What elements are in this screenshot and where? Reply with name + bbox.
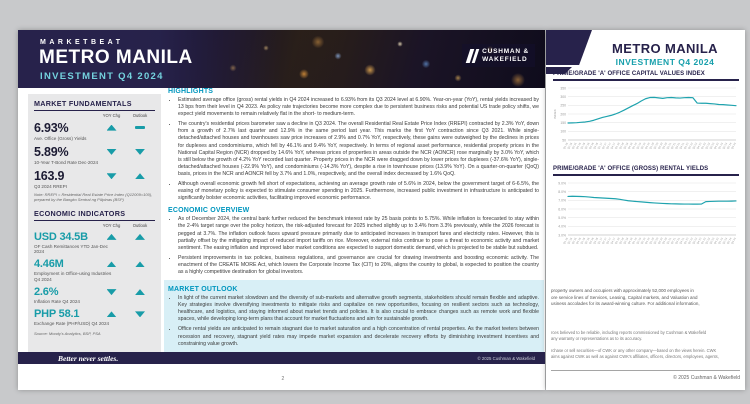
svg-text:Q1 23: Q1 23: [700, 141, 707, 150]
banner-title: METRO MANILA: [39, 47, 193, 68]
section-highlights: [168, 88, 539, 202]
svg-text:Q3 20: Q3 20: [657, 236, 664, 245]
report-page-1: [18, 30, 545, 390]
rental-yields-chart-heading: PRIME/GRADE 'A' OFFICE (GROSS) RENTAL YIELDS: [553, 166, 739, 176]
svg-text:5.0%: 5.0%: [558, 215, 566, 220]
capital-values-line-chart: [553, 82, 739, 168]
cw-logo-text: [482, 48, 529, 63]
svg-text:Q4 24: Q4 24: [730, 236, 737, 245]
banner-kicker: MARKETBEAT: [40, 39, 124, 46]
svg-text:Q2 23: Q2 23: [704, 141, 712, 150]
indicators-rows: [34, 231, 155, 327]
down-arrow-icon: [125, 149, 155, 155]
svg-text:INDEX: INDEX: [553, 108, 557, 119]
svg-text:Q2 18: Q2 18: [618, 236, 625, 245]
section-market-outlook: [164, 280, 544, 355]
bullet-item: • Estimated average office (gross) rental yields in Q4 2024 increased to 6.93% from its Q3 2024 level at 6.90%. Year-on-year (YoY), rental yields increased by 13 bps from their level in Q4 2023. As policy rate trajectories become more complex due to persistent business risks and potential US trade policy shifts, we expect yield movements to remain relatively flat in the short- to medium-term.: [178, 97, 539, 118]
svg-text:Q1 20: Q1 20: [648, 236, 656, 245]
up-arrow-icon: [98, 234, 125, 240]
stat-row: [34, 258, 155, 270]
svg-text:Q2 23: Q2 23: [704, 236, 712, 245]
up-arrow-icon: [125, 173, 155, 179]
svg-text:4.0%: 4.0%: [558, 224, 566, 229]
svg-text:Q4 20: Q4 20: [661, 236, 668, 245]
svg-text:Q2 15: Q2 15: [567, 236, 574, 245]
svg-text:Q3 17: Q3 17: [605, 141, 612, 150]
stat-value: 5.89%: [34, 144, 69, 159]
svg-text:Q4 16: Q4 16: [592, 236, 600, 245]
svg-text:Q4 21: Q4 21: [679, 141, 686, 150]
stat-label: Ave. Office (Gross) Yields: [34, 135, 87, 141]
svg-text:Q2 18: Q2 18: [618, 141, 625, 150]
cw-logo-bars-icon: [466, 49, 480, 63]
svg-text:Q1 22: Q1 22: [683, 236, 690, 245]
stat-value: 2.6%: [34, 286, 59, 299]
svg-text:Q3 15: Q3 15: [571, 236, 578, 245]
up-arrow-icon: [125, 234, 155, 240]
report-page-2: [546, 30, 745, 390]
svg-text:Q2 24: Q2 24: [722, 141, 729, 150]
svg-text:Q1 21: Q1 21: [666, 236, 673, 245]
page2-title: METRO MANILA: [612, 41, 718, 56]
banner-subtitle: INVESTMENT Q4 2024: [40, 71, 164, 82]
stats-sidebar: [28, 94, 161, 352]
svg-text:Q4 18: Q4 18: [627, 141, 634, 150]
svg-text:Q3 23: Q3 23: [709, 236, 716, 245]
svg-text:Q3 17: Q3 17: [605, 236, 612, 245]
svg-text:Q2 19: Q2 19: [635, 141, 643, 150]
svg-text:Q2 17: Q2 17: [601, 141, 608, 150]
svg-text:150: 150: [560, 120, 566, 125]
svg-text:200: 200: [560, 111, 566, 116]
svg-text:Q1 22: Q1 22: [683, 141, 690, 150]
bullet-list: [168, 295, 539, 348]
indicators-column-headers: [34, 224, 155, 229]
svg-text:Q4 23: Q4 23: [713, 236, 720, 245]
bullet-list: [168, 216, 539, 276]
up-arrow-icon: [125, 289, 155, 295]
section-heading: HIGHLIGHTS: [168, 88, 214, 95]
up-arrow-icon: [98, 261, 125, 267]
svg-text:Q1 20: Q1 20: [648, 141, 656, 150]
down-arrow-icon: [98, 289, 125, 295]
svg-text:Q2 16: Q2 16: [584, 141, 591, 150]
disclaimer-text-2: [551, 348, 742, 359]
bullet-item: • As of December 2024, the central bank further reduced the benchmark interest rate by 25 basis points to 5.75%. While inflation is forecasted to stay within the 2-4% target range over the policy horizon, the risk-adjusted forecast for 2025 inched slightly up to 3.4% from 3.3% previously, while the 2026 forecast is pegged at 3.7%. The inflation outlook faces upward pressure primarily due to anticipated increases in transport fares and electricity rates. However, this is partially offset by the mitigating impact of reduced import tariffs on rice. Moreover, external risks continue to pose a threat to economic activity and market sentiment. The easing inflation and improved labor market conditions are expected to support domestic demand, which is projected to be stable but subdued.: [178, 216, 539, 251]
svg-text:Q3 21: Q3 21: [674, 141, 681, 150]
bullet-item: • Office rental yields are anticipated to remain stagnant due to market saturation and a high concentration of rental properties. As the market teeters between recession and recovery, stagnant yield rates may impede market expansion and decelerate recovery efforts by diminishing investment incentives and constraining value growth.: [178, 326, 539, 347]
svg-text:Q3 21: Q3 21: [674, 236, 681, 245]
svg-text:Q3 19: Q3 19: [640, 236, 647, 245]
svg-text:Q2 21: Q2 21: [670, 236, 677, 245]
rental-yields-chart-section: [553, 166, 739, 263]
svg-text:Q4 21: Q4 21: [679, 236, 686, 245]
about-text: [551, 288, 742, 308]
header-banner: [18, 30, 545, 88]
stat-label: Inflation Rate Q4 2024: [34, 299, 80, 305]
svg-text:Q3 22: Q3 22: [691, 236, 699, 245]
svg-text:9.0%: 9.0%: [558, 180, 566, 185]
svg-text:Q4 20: Q4 20: [661, 141, 668, 150]
about-line: usiness accolades for its award-winning culture. For additional information,: [551, 301, 700, 307]
stat-value: 4.46M: [34, 258, 64, 271]
svg-text:Q2 22: Q2 22: [687, 236, 694, 245]
disclaimer-line: rchase or sell securities—of CWK or any other company—based on the views herein. CWK: [551, 348, 717, 353]
cw-logo-line2: WAKEFIELD: [482, 55, 528, 63]
stat-row: [34, 231, 155, 243]
bullet-item: • Although overall economic growth fell short of expectations, achieving an average growth rate of 5.6% in 2024, below the government target of 6-6.5%, the easing of monetary policy is expected to stimulate consumer spending in 2025. Furthermore, increased public investment in infrastructure is anticipated to significantly bolster economic activities, facilitating improved economic performance.: [178, 181, 539, 202]
disclaimer-line: aims against CWK as well as against CWK's affiliates, officers, directors, employees, agents,: [551, 353, 719, 359]
capital-values-chart-heading: PRIME/GRADE 'A' OFFICE CAPITAL VALUES INDEX: [553, 71, 739, 81]
flat-dash-icon: [125, 126, 155, 129]
svg-text:3.0%: 3.0%: [558, 232, 566, 237]
stat-row: [34, 145, 155, 159]
stat-label: Q3 2024 RREPI: [34, 184, 67, 190]
svg-text:Q4 19: Q4 19: [644, 236, 651, 245]
svg-text:Q4 17: Q4 17: [610, 141, 617, 150]
stat-value: 163.9: [34, 169, 65, 184]
stat-label: OF Cash Remittances YTD Jan-Dec 2024: [34, 243, 108, 255]
bullet-list: [168, 97, 539, 202]
rental-yields-line-chart: [553, 177, 739, 263]
economic-indicators-heading: ECONOMIC INDICATORS: [34, 209, 155, 221]
bullet-item: • The country's residential prices barometer saw a decline in Q3 2024. The overall Residential Real Estate Price Index (RREPI) contracted by 2.3% YoY, down from a growth of 2.7% last quarter and 12.9% in the same period last year. This marks the first YoY contraction since Q3 2021. While single-detached/attached houses and townhouses saw price increases of 2.9% and 0.7% YoY, respectively, these gains were outweighed by the declines in prices for duplexes and condominiums, which fell by 46.1% and 9.4% YoY, respectively. In terms of regional asset performance, residential property prices in the National Capital Region (NCR) dropped by 14.6% YoY, whereas prices of properties in areas outside the NCR (AONCR) rose marginally by 3.0% YoY, which is still below the growth of 4.2% YoY recorded last quarter. Property prices in the NCR were dragged down by lower prices for duplexes (-37.6% YoY), single-detached/attached houses (-22.9% YoY), and condominiums (-14.3% YoY), despite a rise in townhouse prices (13.9% YoY). On a quarter-on-quarter (QoQ) basis, prices in the NCR and AONCR fell by 3.7% and 1.0%, respectively, and the overall index decreased by 1.6% QoQ.: [178, 121, 539, 178]
bullet-item: • Persistent improvements in tax policies, business regulations, and governance are crucial for drawing investments and boosting economic activity. The enactment of the CREATE MORE Act, which lowers the Corporate Income Tax (CIT) to 20%, aligns the country to global, is expected to position the country as a highly competitive destination for global investors.: [178, 255, 539, 276]
stat-value: 6.93%: [34, 120, 69, 135]
svg-text:Q2 22: Q2 22: [687, 141, 694, 150]
svg-text:50: 50: [562, 137, 566, 142]
stat-label: 10-Year T-Bond Rate Dec-2024: [34, 159, 99, 165]
svg-text:100: 100: [560, 129, 566, 134]
svg-text:Q4 23: Q4 23: [713, 141, 720, 150]
down-arrow-icon: [98, 149, 125, 155]
page-number: 2: [281, 376, 285, 382]
svg-text:Q1 15: Q1 15: [562, 141, 569, 150]
fundamentals-rows: [34, 121, 155, 190]
svg-text:Q1 15: Q1 15: [562, 236, 569, 245]
svg-text:Q2 15: Q2 15: [567, 141, 574, 150]
about-line: ore service lines of Services, Leasing, Capital markets, and Valuation and: [551, 294, 698, 300]
svg-text:7.0%: 7.0%: [558, 198, 566, 203]
stat-value: USD 34.5B: [34, 230, 88, 243]
svg-text:Q4 22: Q4 22: [696, 236, 703, 245]
section-heading: MARKET OUTLOOK: [168, 286, 238, 294]
svg-text:Q4 22: Q4 22: [696, 141, 703, 150]
bullet-item: • In light of the current market slowdown and the diversity of sub-markets and alternative growth segments, stakeholders should remain flexible and adaptive. Key strategies involve diversifying investments to mitigate risks and capitalize on new opportunities, focusing on resilient sectors such as technology, healthcare, and logistics, and staying informed about market trends and policies. It is also crucial to embrace changes such as remote work and flexible spaces, while developing long-term plans that account for market fluctuations and aim for sustainable growth.: [178, 295, 539, 323]
svg-text:Q1 19: Q1 19: [631, 141, 638, 150]
svg-text:Q3 16: Q3 16: [588, 236, 595, 245]
svg-text:Q4 17: Q4 17: [610, 236, 617, 245]
svg-text:Q3 18: Q3 18: [623, 141, 630, 150]
svg-text:Q2 16: Q2 16: [584, 236, 591, 245]
svg-text:Q1 18: Q1 18: [614, 141, 621, 150]
stat-row: [34, 169, 155, 183]
svg-text:Q1 23: Q1 23: [700, 236, 707, 245]
page2-footer: [551, 370, 740, 381]
cushman-wakefield-logo: [462, 44, 535, 67]
svg-text:Q2 17: Q2 17: [601, 236, 608, 245]
up-arrow-icon: [125, 261, 155, 267]
section-economic-overview: [168, 207, 539, 276]
svg-text:Q3 16: Q3 16: [588, 141, 595, 150]
fundamentals-column-headers: [34, 114, 155, 119]
section-heading: ECONOMIC OVERVIEW: [168, 207, 250, 215]
svg-text:Q1 18: Q1 18: [614, 236, 621, 245]
svg-text:8.0%: 8.0%: [558, 189, 566, 194]
down-arrow-icon: [98, 173, 125, 179]
yoy-chg-column-label: YOY Chg: [102, 223, 121, 229]
svg-text:Q1 24: Q1 24: [717, 236, 724, 245]
svg-text:Q3 20: Q3 20: [657, 141, 664, 150]
svg-text:300: 300: [560, 94, 566, 99]
svg-text:Q4 18: Q4 18: [627, 236, 634, 245]
stat-row: [34, 308, 155, 320]
outlook-column-label: Outlook: [132, 223, 148, 229]
svg-text:Q3 15: Q3 15: [571, 141, 578, 150]
stat-label: Exchange Rate (PHP/USD) Q4 2024: [34, 321, 110, 327]
svg-text:Q3 24: Q3 24: [726, 236, 733, 245]
yoy-chg-column-label: YOY Chg: [102, 113, 121, 118]
svg-text:Q2 20: Q2 20: [653, 141, 660, 150]
stat-value: PHP 58.1: [34, 308, 80, 321]
source-note: Source: Moody's Analytics, BSP, PSA: [34, 330, 101, 336]
svg-text:Q3 19: Q3 19: [640, 141, 647, 150]
svg-text:6.0%: 6.0%: [558, 206, 566, 211]
svg-text:Q3 18: Q3 18: [623, 236, 630, 245]
svg-text:Q1 17: Q1 17: [597, 236, 604, 245]
svg-text:Q1 19: Q1 19: [631, 236, 638, 245]
svg-text:Q2 19: Q2 19: [635, 236, 643, 245]
svg-text:Q1 16: Q1 16: [579, 141, 587, 150]
stat-row: [34, 121, 155, 135]
copyright-page1: © 2025 Cushman & Wakefield: [477, 355, 535, 361]
up-arrow-icon: [98, 311, 125, 317]
svg-text:Q2 24: Q2 24: [722, 236, 729, 245]
svg-text:Q4 24: Q4 24: [730, 141, 737, 150]
svg-text:350: 350: [560, 85, 566, 90]
svg-text:Q1 21: Q1 21: [666, 141, 673, 150]
svg-text:Q4 15: Q4 15: [575, 236, 582, 245]
stat-row: [34, 286, 155, 298]
svg-text:Q4 15: Q4 15: [575, 141, 582, 150]
page2-subtitle: INVESTMENT Q4 2024: [615, 57, 715, 67]
about-line: property owners and occupiers with approximately 52,000 employees in: [551, 288, 694, 293]
svg-text:250: 250: [560, 103, 566, 108]
capital-values-chart-section: [553, 71, 739, 168]
cw-logo-line1: CUSHMAN &: [482, 48, 529, 55]
svg-text:Q3 22: Q3 22: [691, 141, 699, 150]
svg-text:Q2 20: Q2 20: [653, 236, 660, 245]
disclaimer-text-1: [551, 330, 742, 341]
up-arrow-icon: [98, 125, 125, 131]
stat-label: Employment in Office-using Industries Q4 2024: [34, 271, 112, 282]
svg-text:Q4 16: Q4 16: [592, 141, 600, 150]
svg-text:Q4 19: Q4 19: [644, 141, 651, 150]
down-arrow-icon: [125, 311, 155, 317]
main-text-column: [168, 83, 539, 355]
bottom-navy-bar: [18, 352, 545, 364]
corner-ribbon-decoration: [546, 30, 592, 65]
outlook-column-label: Outlook: [132, 113, 148, 118]
svg-text:Q2 21: Q2 21: [670, 141, 677, 150]
tagline: Better never settles.: [58, 353, 119, 363]
svg-text:Q1 16: Q1 16: [579, 236, 587, 245]
disclaimer-line: rces believed to be reliable, including reports commissioned by Cushman & Wakefield: [551, 330, 707, 335]
svg-text:Q1 24: Q1 24: [717, 141, 724, 150]
svg-text:Q3 23: Q3 23: [709, 141, 716, 150]
page2-header: [590, 41, 740, 67]
copyright-page2: © 2025 Cushman & Wakefield: [673, 375, 740, 381]
svg-text:Q3 24: Q3 24: [726, 141, 733, 150]
svg-text:Q1 17: Q1 17: [597, 141, 604, 150]
market-fundamentals-heading: MARKET FUNDAMENTALS: [34, 99, 155, 111]
disclaimer-line: any warranty or representations as to its accuracy.: [551, 335, 643, 341]
rrepi-note: Note: RREPI = Residential Real Estate Price Index (Q12009=100), prepared by the Bangko Sentral ng Pilipinas (BSP): [34, 192, 153, 203]
